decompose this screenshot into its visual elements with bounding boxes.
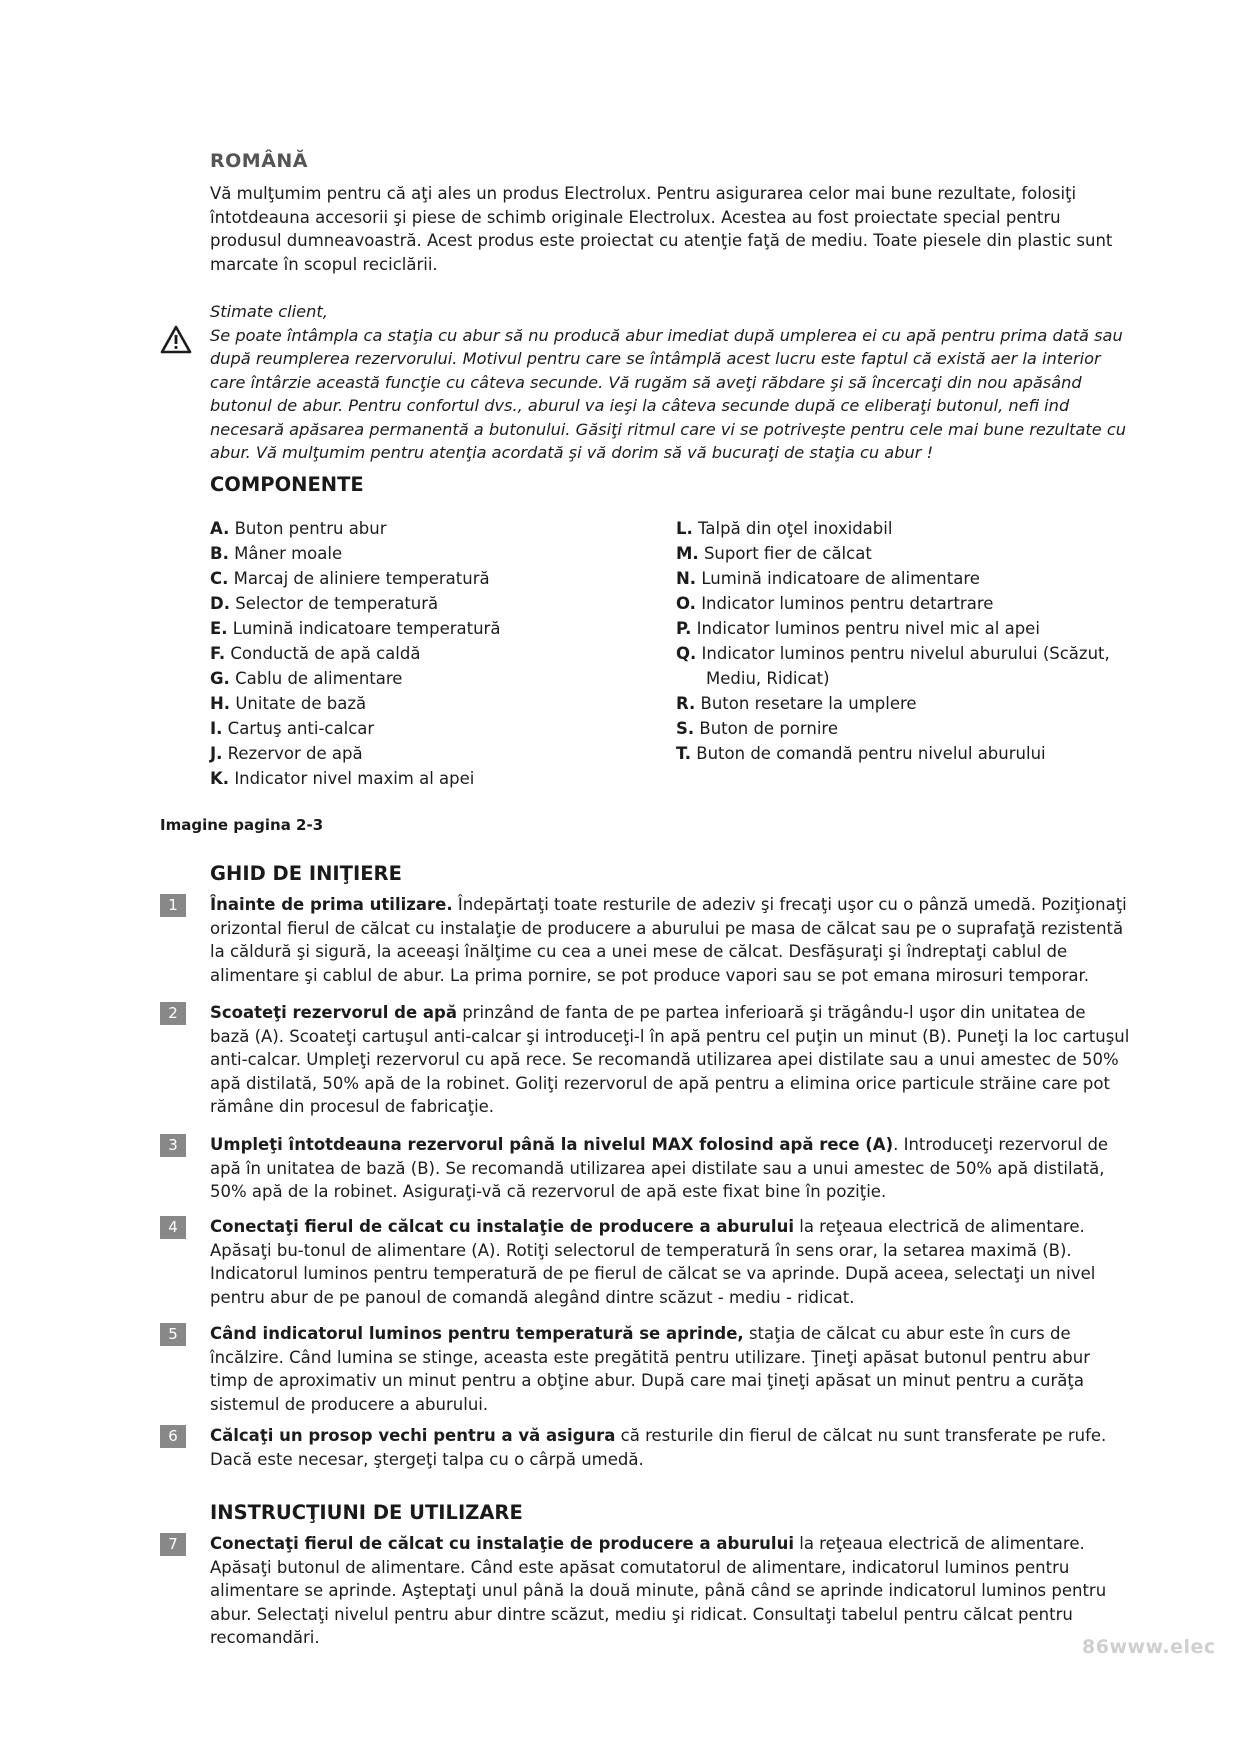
list-item: M. Suport fier de călcat <box>676 544 872 563</box>
step-paragraph: Conectaţi fierul de călcat cu instalaţie de producere a aburului la reţeaua electrică de alimentare. Apăsaţi butonul de alimentare. Când este apăsat comutatorul de alimentare, indicatorul luminos pentru alimentare se aprinde. Aşteptaţi unul până la două minute, până când se aprinde indicatorul luminos pentru abur. Selectaţi nivelul pentru abur dintre scăzut, mediu şi ridicat. Consultaţi tabelul pentru călcat pentru recomandări. <box>210 1534 1107 1647</box>
instructions-title: INSTRUCŢIUNI DE UTILIZARE <box>210 1501 523 1524</box>
warning-icon <box>160 325 192 355</box>
step-number: 5 <box>160 1323 186 1346</box>
list-item: O. Indicator luminos pentru detartrare <box>676 594 994 613</box>
getting-started-title: GHID DE INIŢIERE <box>210 862 402 885</box>
step-paragraph: Scoateţi rezervorul de apă prinzând de fanta de pe partea inferioară şi trăgându-l uşor din unitatea de bază (A). Scoateţi cartuşul anti-calcar şi introduceţi-l în apă pentru cel puţin un minut (B). Puneţi la loc cartuşul anti-calcar. Umpleţi rezervorul cu apă rece. Se recomandă utilizarea apei distilate sau a unui amestec de 50% apă distilată, 50% apă de la robinet. Goliţi rezervorul de apă pentru a elimina orice particule străine care pot rămâne din procesul de fabricaţie. <box>210 1003 1130 1116</box>
list-item: K. Indicator nivel maxim al apei <box>210 769 475 788</box>
list-item: E. Lumină indicatoare temperatură <box>210 619 501 638</box>
watermark: 86www.elec <box>1082 1636 1216 1658</box>
list-item-continuation: Mediu, Ridicat) <box>706 669 830 688</box>
step-paragraph: Umpleţi întotdeauna rezervorul până la nivelul MAX folosind apă rece (A). Introduceţi rezervorul de apă în unitatea de bază (B). Se recomandă utilizarea apei distilate sau a unui amestec de 50% apă distilată, 50% apă de la robinet. Asiguraţi-vă că rezervorul de apă este fixat bine în poziţie. <box>210 1135 1109 1201</box>
step-number: 6 <box>160 1425 186 1448</box>
customer-notice <box>210 300 1130 465</box>
list-item: A. Buton pentru abur <box>210 519 387 538</box>
list-item: T. Buton de comandă pentru nivelul aburului <box>676 744 1046 763</box>
list-item: C. Marcaj de aliniere temperatură <box>210 569 490 588</box>
list-item: B. Mâner moale <box>210 544 343 563</box>
list-item: N. Lumină indicatoare de alimentare <box>676 569 980 588</box>
step-number: 1 <box>160 894 186 917</box>
image-caption: Imagine pagina 2-3 <box>160 816 324 834</box>
list-item: L. Talpă din oţel inoxidabil <box>676 519 893 538</box>
list-item: D. Selector de temperatură <box>210 594 439 613</box>
notice-body: Se poate întâmpla ca staţia cu abur să nu producă abur imediat după umplerea ei cu apă pentru prima dată sau după reumplerea rezervorului. Motivul pentru care se întâmplă acest lucru este faptul că există aer la interior care întârzie această funcţie cu câteva secunde. Vă rugăm să aveţi răbdare şi să încercaţi din nou apăsând butonul de abur. Pentru confortul dvs., aburul va ieşi la câteva secunde după ce eliberaţi butonul, nefi ind necesară apăsarea permanentă a butonului. Găsiţi ritmul care vi se potriveşte pentru cele mai bune rezultate cu abur. Vă mulţumim pentru atenţia acordată şi vă dorim să vă bucuraţi de staţia cu abur ! <box>210 325 1127 462</box>
step-paragraph: Conectaţi fierul de călcat cu instalaţie de producere a aburului la reţeaua electrică de alimentare. Apăsaţi bu-tonul de alimentare (A). Rotiţi selectorul de temperatură în sens orar, la setarea maximă (B). Indicatorul luminos pentru temperatură de pe fierul de călcat se va aprinde. După aceea, selectaţi un nivel pentru abur de pe panoul de comandă alegând dintre scăzut - mediu - ridicat. <box>210 1217 1096 1307</box>
list-item: I. Cartuş anti-calcar <box>210 719 375 738</box>
intro-paragraph: Vă mulţumim pentru că aţi ales un produs Electrolux. Pentru asigurarea celor mai bune rezultate, folosiţi întotdeauna accesorii şi piese de schimb originale Electrolux. Acestea au fost proiectate special pentru produsul dumneavoastră. Acest produs este proiectat cu atenţie faţă de mediu. Toate piesele din plastic sunt marcate în scopul reciclării. <box>210 184 1113 274</box>
notice-greeting: Stimate client, <box>210 302 328 321</box>
step-number: 3 <box>160 1134 186 1157</box>
list-item: F. Conductă de apă caldă <box>210 644 421 663</box>
list-item: H. Unitate de bază <box>210 694 367 713</box>
language-title: ROMÂNĂ <box>210 150 308 172</box>
list-item: S. Buton de pornire <box>676 719 838 738</box>
components-title: COMPONENTE <box>210 473 364 496</box>
list-item: G. Cablu de alimentare <box>210 669 403 688</box>
list-item: J. Rezervor de apă <box>210 744 363 763</box>
components-list-right <box>676 516 1110 766</box>
step-number: 4 <box>160 1216 186 1239</box>
list-item: Q. Indicator luminos pentru nivelul aburului (Scăzut, <box>676 644 1110 663</box>
step-number: 7 <box>160 1533 186 1556</box>
list-item: P. Indicator luminos pentru nivel mic al apei <box>676 619 1040 638</box>
list-item: R. Buton resetare la umplere <box>676 694 917 713</box>
step-number: 2 <box>160 1002 186 1025</box>
step-paragraph: Când indicatorul luminos pentru temperatură se aprinde, staţia de călcat cu abur este în curs de încălzire. Când lumina se stinge, aceasta este pregătită pentru utilizare. Ţineţi apăsat butonul pentru abur timp de aproximativ un minut pentru a obţine abur. După care mai ţineţi apăsat un minut pentru a curăţa sistemul de producere a aburului. <box>210 1324 1090 1414</box>
step-paragraph: Înainte de prima utilizare. Îndepărtaţi toate resturile de adeziv şi frecaţi uşor cu o pânză umedă. Poziţionaţi orizontal fierul de călcat cu instalaţie de producere a aburului pe masa de călcat sau pe o suprafaţă rezistentă la căldură şi sigură, la aceeaşi înălţime cu cea a unei mese de călcat. Desfăşuraţi şi îndreptaţi cablul de alimentare şi cablul de abur. La prima pornire, se pot produce vapori sau se pot emana mirosuri temporar. <box>210 895 1127 985</box>
components-list-left <box>210 516 500 791</box>
step-paragraph: Călcaţi un prosop vechi pentru a vă asigura că resturile din fierul de călcat nu sunt transferate pe rufe. Dacă este necesar, ştergeţi talpa cu o cârpă umedă. <box>210 1426 1107 1469</box>
